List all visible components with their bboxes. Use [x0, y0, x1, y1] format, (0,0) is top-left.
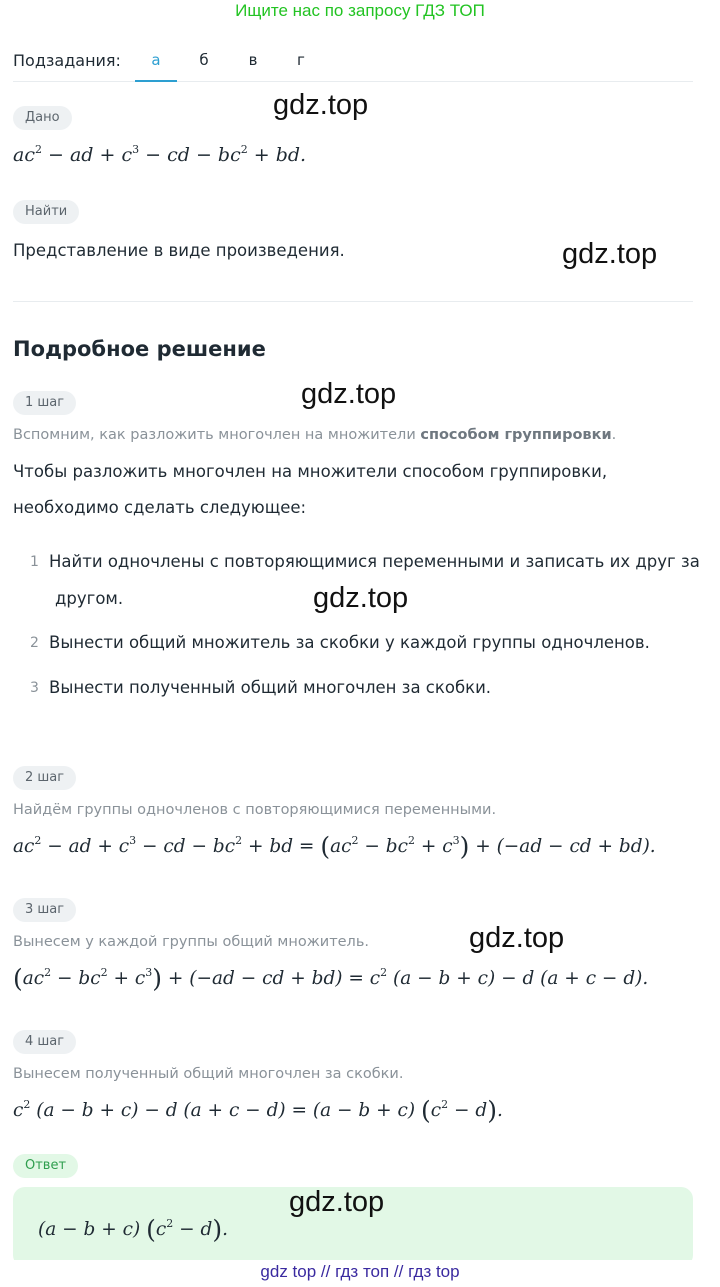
- watermark: gdz.top: [562, 238, 658, 270]
- step3-expression: $(ac^2 - bc^2 + c^3) + (-ad$ − cd + $bd) = c^2$ (a − b + c) − d (a + c − d).: [13, 964, 649, 993]
- list-number: 3: [30, 680, 39, 696]
- tab-v[interactable]: в: [248, 51, 258, 69]
- given-badge: Дано: [13, 106, 72, 130]
- find-text: Представление в виде произведения.: [13, 241, 345, 260]
- list-item: другом.: [55, 589, 124, 608]
- subtasks-label: Подзадания:: [13, 51, 121, 70]
- step1-hint: Вспомним, как разложить многочлен на множители способом группировки.: [13, 427, 617, 443]
- divider: [13, 301, 693, 302]
- subtasks-bar: [13, 48, 693, 82]
- watermark: gdz.top: [289, 1186, 385, 1218]
- tab-b[interactable]: б: [199, 51, 209, 69]
- step2-expression: $ac^2$ − ad + $c^3$ − cd − $bc^2$ + bd = $(ac^2 - bc^2 + c^3) + (-ad$ − cd + bd).: [13, 832, 656, 861]
- step1-line: необходимо сделать следующее:: [13, 498, 307, 517]
- step-badge: 1 шаг: [13, 391, 76, 415]
- list-number: 2: [30, 635, 39, 651]
- watermark: gdz.top: [313, 582, 409, 614]
- step2-hint: Найдём группы одночленов с повторяющимися переменными.: [13, 802, 497, 818]
- step4-expression: $c^2$ (a − b + c) − d (a + c − d) = (a − b + c) $(c^2 - d)$.: [13, 1096, 503, 1125]
- solution-title: Подробное решение: [13, 337, 266, 361]
- list-number: 1: [30, 554, 39, 570]
- tab-g[interactable]: г: [297, 51, 305, 69]
- step4-hint: Вынесем полученный общий многочлен за скобки.: [13, 1066, 404, 1082]
- list-item: Вынести полученный общий многочлен за скобки.: [49, 678, 492, 697]
- step1-line: Чтобы разложить многочлен на множители способом группировки,: [13, 462, 608, 481]
- step3-hint: Вынесем у каждой группы общий множитель.: [13, 934, 369, 950]
- step-badge: 3 шаг: [13, 898, 76, 922]
- watermark: gdz.top: [273, 89, 369, 121]
- list-item: Найти одночлены с повторяющимися переменными и записать их друг за: [49, 552, 700, 571]
- given-expression: $ac^2$ − ad + $c^3$ − cd − $bc^2$ + bd.: [13, 143, 307, 166]
- watermark: gdz.top: [301, 378, 397, 410]
- tab-a[interactable]: а: [135, 51, 177, 82]
- answer-badge: Ответ: [13, 1154, 78, 1178]
- footer-links[interactable]: gdz top // гдз топ // гдз top: [0, 1260, 720, 1284]
- step-badge: 2 шаг: [13, 766, 76, 790]
- find-badge: Найти: [13, 200, 79, 224]
- watermark: gdz.top: [469, 922, 565, 954]
- step-badge: 4 шаг: [13, 1030, 76, 1054]
- promo-banner: Ищите нас по запросу ГДЗ ТОП: [235, 1, 485, 20]
- list-item: Вынести общий множитель за скобки у каждой группы одночленов.: [49, 633, 650, 652]
- answer-expression: (a − b + c) $(c^2 - d)$.: [38, 1215, 228, 1244]
